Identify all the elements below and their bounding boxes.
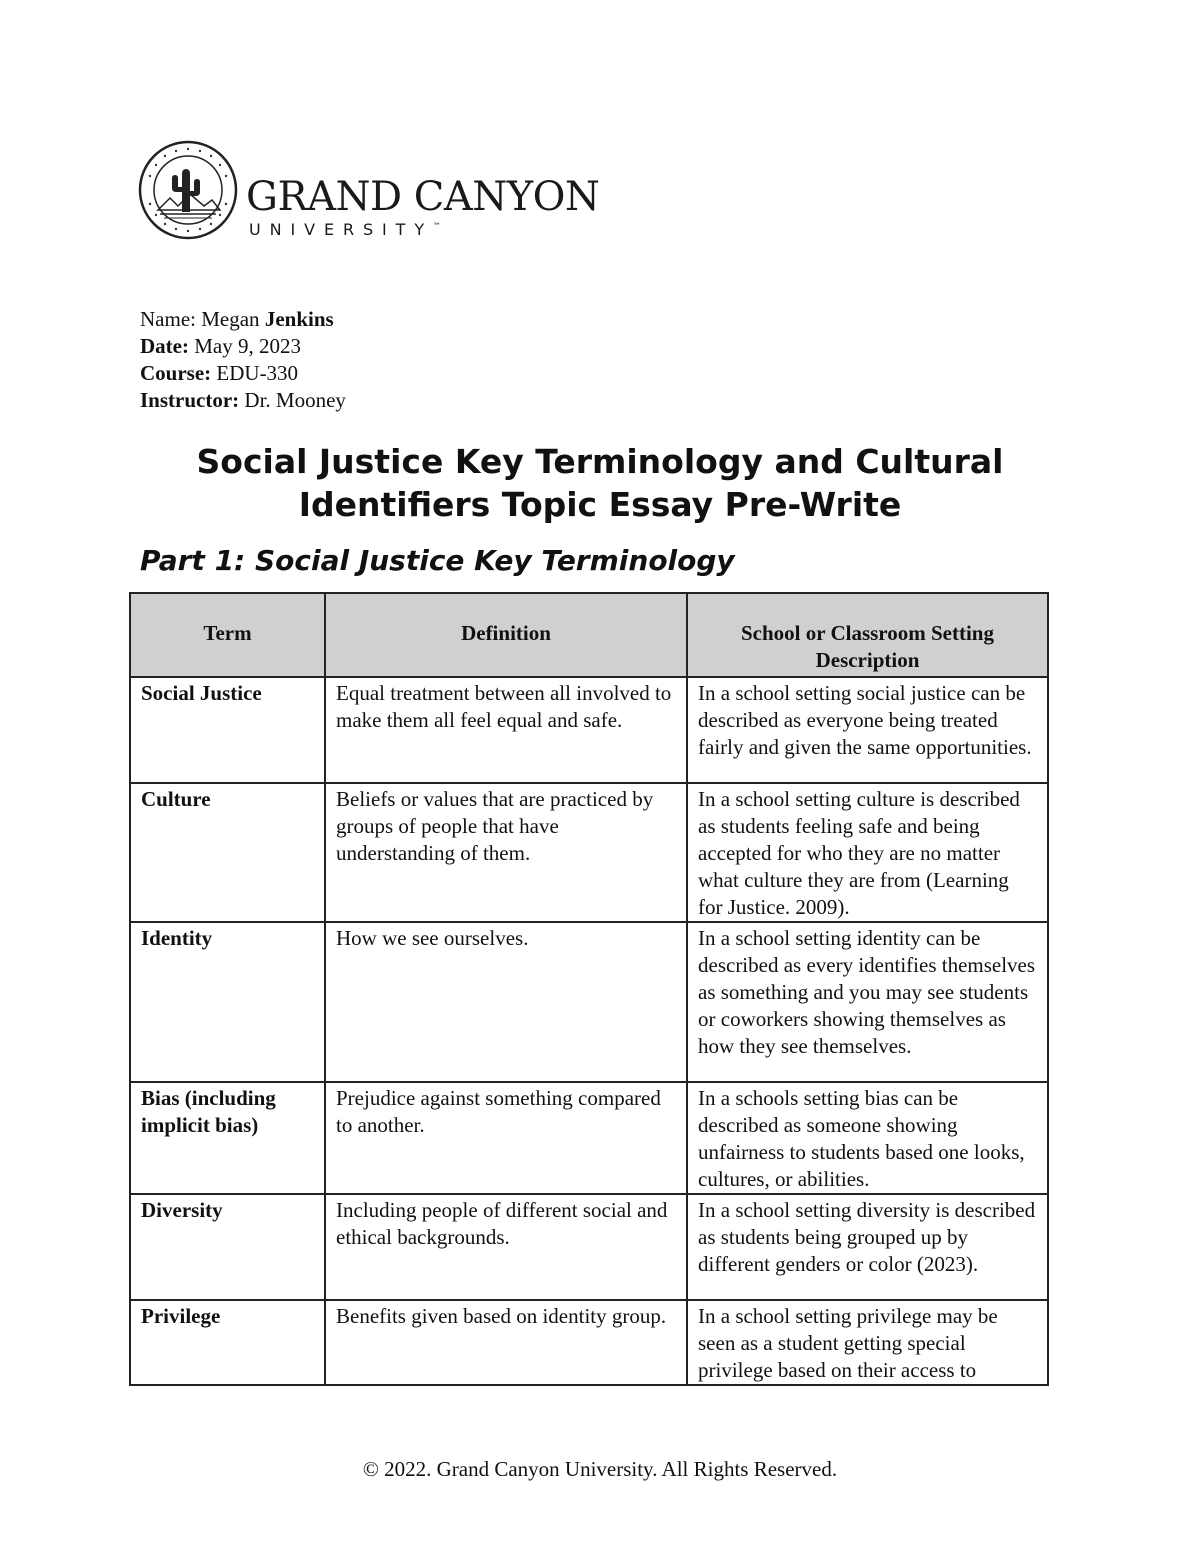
name-first: Megan bbox=[201, 307, 260, 331]
document-title-line1: Social Justice Key Terminology and Cultural bbox=[196, 442, 1004, 481]
name-last: Jenkins bbox=[264, 307, 334, 331]
university-logo bbox=[138, 140, 600, 240]
description-cell: In a schools setting bias can be described as someone showing unfairness to students based one looks, cultures, or abilities. bbox=[687, 1082, 1048, 1194]
header-definition: Definition bbox=[325, 593, 687, 677]
description-cell: In a school setting identity can be described as every identifies themselves as something and you may see students or coworkers showing themselves as how they see themselves. bbox=[687, 922, 1048, 1082]
part-heading: Part 1: Social Justice Key Terminology bbox=[140, 544, 735, 577]
definition-cell: Beliefs or values that are practiced by groups of people that have understanding of them. bbox=[325, 783, 687, 922]
table-row bbox=[130, 922, 1048, 1082]
date-line bbox=[140, 333, 346, 360]
name-label: Name: bbox=[140, 307, 196, 331]
term-cell: Social Justice bbox=[130, 677, 325, 783]
name-line bbox=[140, 306, 346, 333]
term-cell: Identity bbox=[130, 922, 325, 1082]
trademark-symbol: ™ bbox=[433, 221, 441, 231]
table-row bbox=[130, 1082, 1048, 1194]
description-cell: In a school setting privilege may be seen as a student getting special privilege based on their access to bbox=[687, 1300, 1048, 1385]
instructor-label: Instructor: bbox=[140, 388, 240, 412]
definition-cell: How we see ourselves. bbox=[325, 922, 687, 1082]
course-line bbox=[140, 360, 346, 387]
table-row bbox=[130, 783, 1048, 922]
date-value: May 9, 2023 bbox=[194, 334, 301, 358]
definition-cell: Prejudice against something compared to another. bbox=[325, 1082, 687, 1194]
terminology-table bbox=[129, 592, 1049, 1386]
term-cell: Privilege bbox=[130, 1300, 325, 1385]
description-cell: In a school setting social justice can be described as everyone being treated fairly and given the same opportunities. bbox=[687, 677, 1048, 783]
brand-subtitle bbox=[249, 220, 441, 239]
course-value: EDU-330 bbox=[216, 361, 299, 385]
definition-cell: Including people of different social and ethical backgrounds. bbox=[325, 1194, 687, 1300]
term-cell: Culture bbox=[130, 783, 325, 922]
table-row bbox=[130, 1300, 1048, 1385]
student-info bbox=[140, 306, 346, 414]
brand-name: GRAND CANYON bbox=[246, 174, 600, 220]
definition-cell: Equal treatment between all involved to make them all feel equal and safe. bbox=[325, 677, 687, 783]
table-header-row bbox=[130, 593, 1048, 677]
course-label: Course: bbox=[140, 361, 212, 385]
date-label: Date: bbox=[140, 334, 189, 358]
table-row bbox=[130, 677, 1048, 783]
copyright-footer: © 2022. Grand Canyon University. All Rights Reserved. bbox=[362, 1457, 838, 1481]
term-cell: Diversity bbox=[130, 1194, 325, 1300]
document-title-line2: Identifiers Topic Essay Pre-Write bbox=[298, 485, 902, 524]
definition-cell: Benefits given based on identity group. bbox=[325, 1300, 687, 1385]
header-description: School or Classroom Setting Description bbox=[687, 593, 1048, 677]
university-seal-icon bbox=[138, 140, 238, 240]
document-title bbox=[100, 440, 1100, 526]
description-cell: In a school setting diversity is described as students being grouped up by different genders or color (2023). bbox=[687, 1194, 1048, 1300]
instructor-value: Dr. Mooney bbox=[244, 388, 346, 412]
table-row bbox=[130, 1194, 1048, 1300]
instructor-line bbox=[140, 387, 346, 414]
description-cell: In a school setting culture is described as students feeling safe and being accepted for who they are no matter what culture they are from (Learning for Justice. 2009). bbox=[687, 783, 1048, 922]
header-term: Term bbox=[130, 593, 325, 677]
brand-subtitle-text: UNIVERSITY bbox=[249, 220, 433, 239]
term-cell: Bias (including implicit bias) bbox=[130, 1082, 325, 1194]
